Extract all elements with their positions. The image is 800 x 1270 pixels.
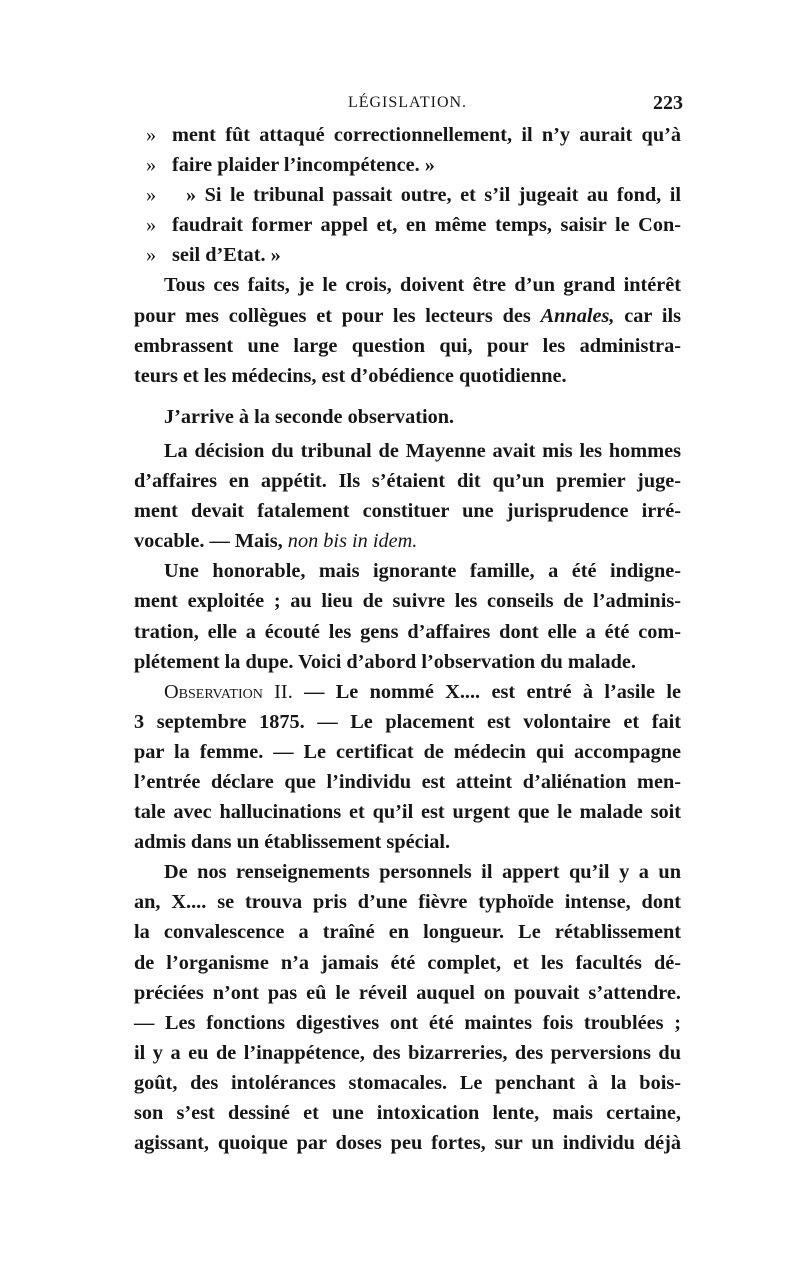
- text-line: il y a eu de l’inappétence, des bizarreries, des perversions du: [134, 1041, 681, 1064]
- text-line: l’entrée déclare que l’individu est atteint d’aliénation men-: [134, 770, 681, 793]
- text-line: d’affaires en appétit. Ils s’étaient dit qu’un premier juge-: [134, 470, 681, 493]
- body-text: [134, 120, 681, 1158]
- text-line: » ment fût attaqué correctionnellement, il n’y aurait qu’à: [146, 124, 681, 146]
- text-line: ment exploitée ; au lieu de suivre les conseils de l’adminis-: [134, 590, 681, 613]
- text-line: goût, des intolérances stomacales. Le penchant à la bois-: [134, 1071, 681, 1094]
- text-line: La décision du tribunal de Mayenne avait mis les hommes: [164, 439, 681, 462]
- text-line: préciées n’ont pas eû le réveil auquel on pouvait s’attendre.: [134, 981, 681, 1004]
- text-line: la convalescence a traîné en longueur. Le rétablissement: [134, 921, 681, 944]
- text-line: » seil d’Etat. »: [146, 244, 281, 267]
- page: [134, 92, 681, 1158]
- running-title: LÉGISLATION.: [347, 94, 468, 111]
- italic-annales: Annales,: [540, 304, 615, 327]
- text-line: Tous ces faits, je le crois, doivent être d’un grand intérêt: [164, 274, 681, 297]
- text-line: Une honorable, mais ignorante famille, a été indigne-: [164, 560, 681, 583]
- text-line: Observation II. — Le nommé X.... est entré à l’asile le: [164, 680, 681, 703]
- text-line: 3 septembre 1875. — Le placement est volontaire et fait: [134, 710, 681, 733]
- text-line: vocable. — Mais, non bis in idem.: [134, 530, 418, 553]
- text-line: son s’est dessiné et une intoxication lente, mais certaine,: [134, 1102, 681, 1124]
- text-line: agissant, quoique par doses peu fortes, sur un individu déjà: [134, 1132, 681, 1155]
- observation-label: Observation II.: [164, 680, 293, 703]
- text-line: admis dans un établissement spécial.: [134, 831, 451, 854]
- text-line: de l’organisme n’a jamais été complet, et les facultés dé-: [134, 951, 681, 974]
- text-line: tration, elle a écouté les gens d’affaires dont elle a été com-: [134, 620, 681, 643]
- italic-latin: non bis in idem.: [287, 530, 418, 553]
- text-line: an, X.... se trouva pris d’une fièvre typhoïde intense, dont: [134, 891, 681, 914]
- text-line: par la femme. — Le certificat de médecin qui accompagne: [134, 740, 681, 763]
- running-header: [134, 92, 681, 120]
- text-line: plétement la dupe. Voici d’abord l’observation du malade.: [134, 650, 636, 673]
- text-line: J’arrive à la seconde observation.: [164, 405, 455, 428]
- text-line: De nos renseignements personnels il appert qu’il y a un: [164, 861, 681, 884]
- text-line: » faudrait former appel et, en même temps, saisir le Con-: [146, 214, 681, 237]
- text-line: teurs et les médecins, est d’obédience quotidienne.: [134, 364, 567, 387]
- text-line: » faire plaider l’incompétence. »: [146, 154, 435, 177]
- text-line: » » Si le tribunal passait outre, et s’il jugeait au fond, il: [146, 184, 681, 207]
- text-line: tale avec hallucinations et qu’il est urgent que le malade soit: [134, 801, 681, 824]
- page-number: 223: [653, 92, 683, 114]
- text-line: ment devait fatalement constituer une jurisprudence irré-: [134, 500, 681, 523]
- text-line: — Les fonctions digestives ont été maintes fois troublées ;: [134, 1011, 681, 1034]
- text-line: embrassent une large question qui, pour les administra-: [134, 334, 681, 357]
- text-line: pour mes collègues et pour les lecteurs des Annales, car ils: [134, 304, 681, 327]
